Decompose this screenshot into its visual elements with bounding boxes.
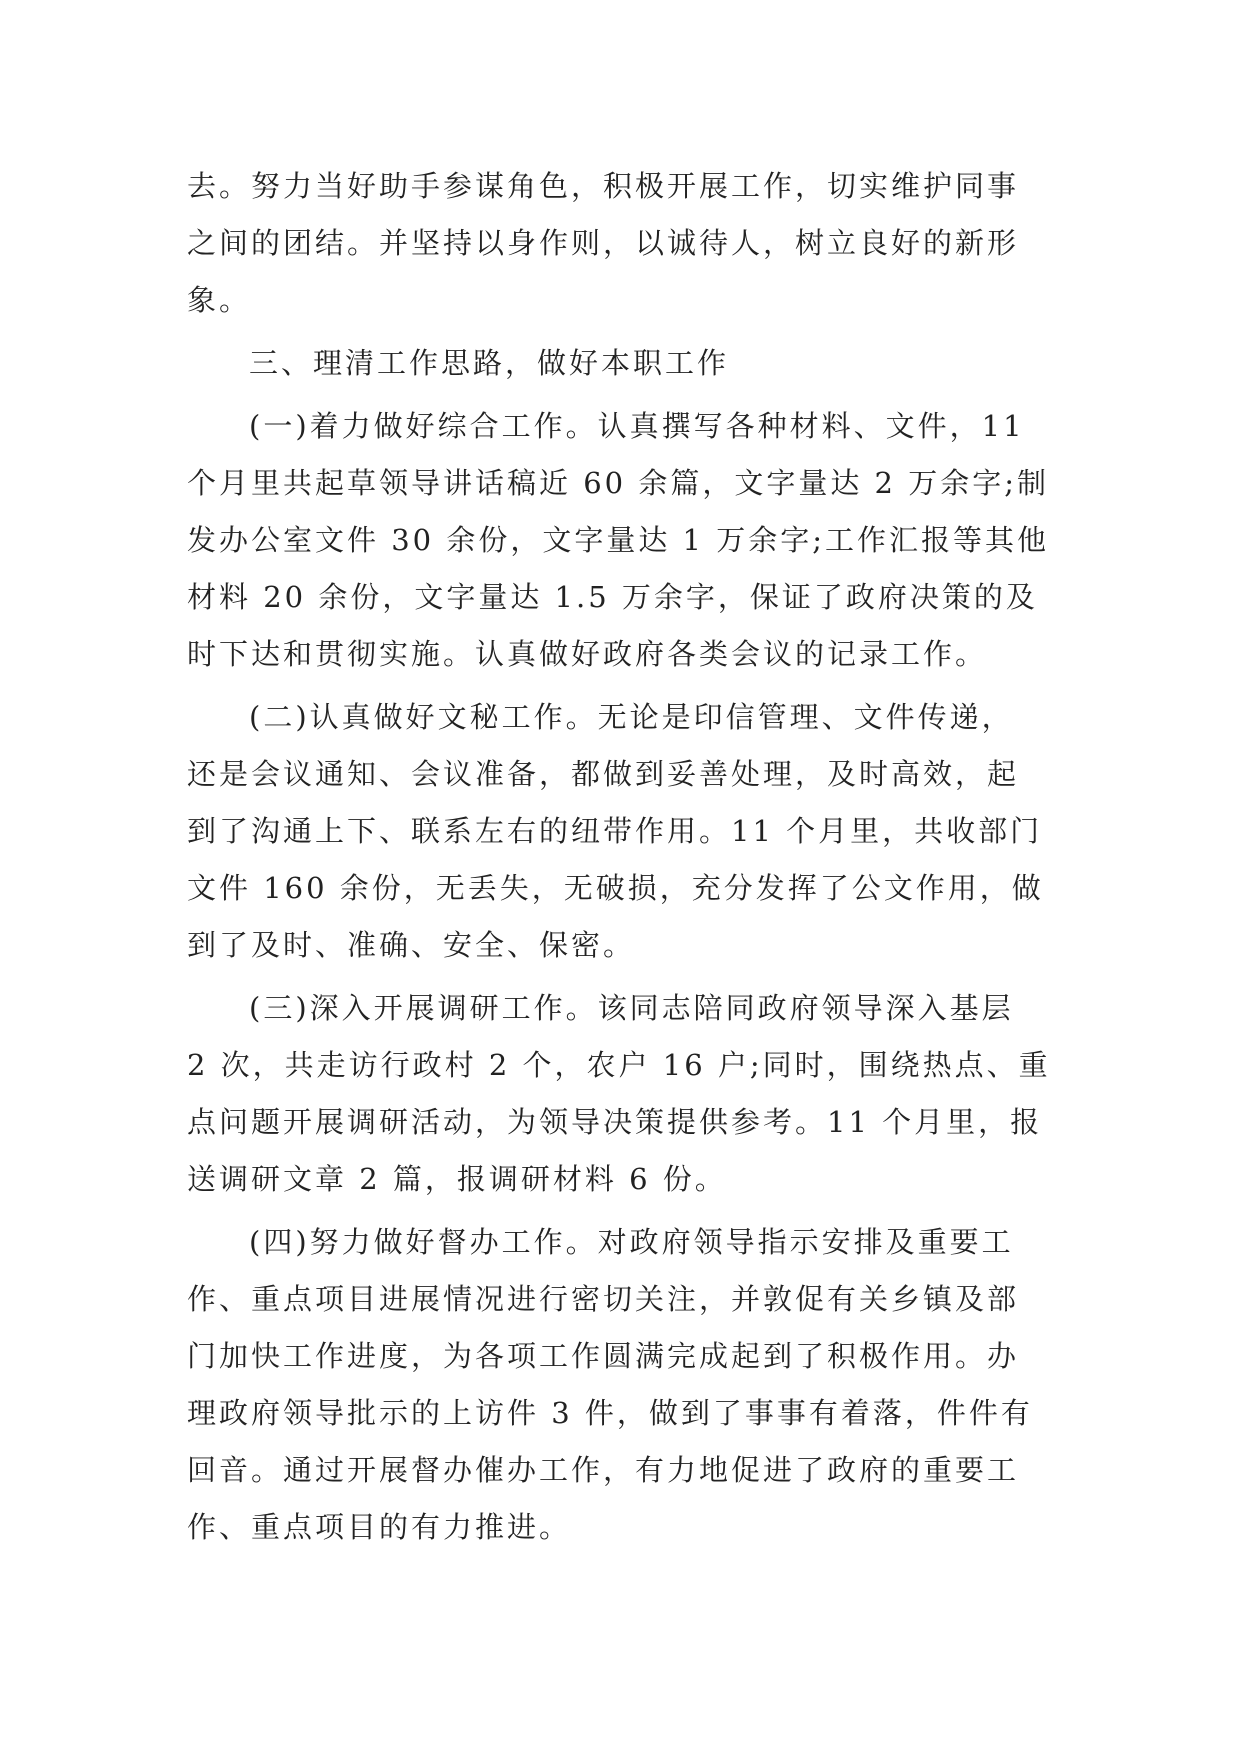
text-line: 个月里共起草领导讲话稿近 60 余篇，文字量达 2 万余字;制 <box>187 466 1049 500</box>
text-line: 2 次，共走访行政村 2 个，农户 16 户;同时，围绕热点、重 <box>187 1048 1051 1082</box>
text-line: 材料 20 余份，文字量达 1.5 万余字，保证了政府决策的及 <box>187 580 1038 614</box>
paragraph <box>187 1214 1055 1556</box>
paragraph <box>187 398 1055 683</box>
text-line: (一)着力做好综合工作。认真撰写各种材料、文件，11 <box>249 409 1025 443</box>
text-line: 门加快工作进度，为各项工作圆满完成起到了积极作用。办 <box>187 1339 1020 1373</box>
text-line: 到了沟通上下、联系左右的纽带作用。11 个月里，共收部门 <box>187 814 1043 848</box>
text-line: 象。 <box>187 283 252 317</box>
text-line: 发办公室文件 30 余份，文字量达 1 万余字;工作汇报等其他 <box>187 523 1049 557</box>
text-line: 送调研文章 2 篇，报调研材料 6 份。 <box>187 1162 727 1196</box>
text-line: 作、重点项目的有力推进。 <box>187 1510 572 1544</box>
text-line: 三、理清工作思路，做好本职工作 <box>249 346 730 380</box>
document-body <box>187 158 1055 1556</box>
text-line: 到了及时、准确、安全、保密。 <box>187 928 636 962</box>
text-line: 还是会议通知、会议准备，都做到妥善处理，及时高效，起 <box>187 757 1020 791</box>
text-line: (三)深入开展调研工作。该同志陪同政府领导深入基层 <box>249 991 1014 1025</box>
text-line: (二)认真做好文秘工作。无论是印信管理、文件传递， <box>249 700 1014 734</box>
text-line: 之间的团结。并坚持以身作则，以诚待人，树立良好的新形 <box>187 226 1020 260</box>
text-line: 时下达和贯彻实施。认真做好政府各类会议的记录工作。 <box>187 637 988 671</box>
text-line: 点问题开展调研活动，为领导决策提供参考。11 个月里，报 <box>187 1105 1043 1139</box>
text-line: 理政府领导批示的上访件 3 件，做到了事事有着落，件件有 <box>187 1396 1033 1430</box>
text-line: 文件 160 余份，无丢失，无破损，充分发挥了公文作用，做 <box>187 871 1044 905</box>
paragraph <box>187 689 1055 974</box>
text-line: 去。努力当好助手参谋角色，积极开展工作，切实维护同事 <box>187 169 1020 203</box>
paragraph <box>187 158 1055 329</box>
text-line: (四)努力做好督办工作。对政府领导指示安排及重要工 <box>249 1225 1014 1259</box>
text-line: 回音。通过开展督办催办工作，有力地促进了政府的重要工 <box>187 1453 1020 1487</box>
text-line: 作、重点项目进展情况进行密切关注，并敦促有关乡镇及部 <box>187 1282 1020 1316</box>
paragraph <box>187 980 1055 1208</box>
paragraph <box>187 335 1055 392</box>
